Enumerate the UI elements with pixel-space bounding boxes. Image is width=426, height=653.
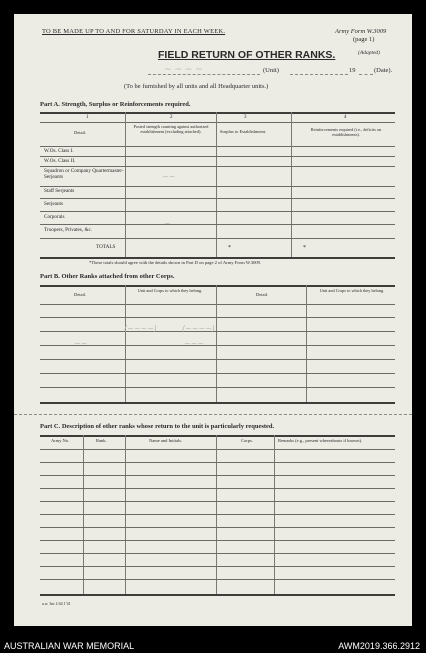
partA-row-staff-serjeants: Staff Serjeants	[44, 188, 75, 194]
year-prefix: 19	[349, 67, 356, 74]
partA-row-serjeants: Serjeants	[44, 201, 64, 207]
partA-row-wo2: W.Os. Class II.	[44, 158, 76, 164]
partA-header-rule	[40, 146, 395, 147]
partA-row-rule	[40, 166, 395, 167]
partB-header-detail-2: Detail.	[256, 292, 269, 297]
partA-top-rule	[40, 112, 395, 114]
partA-header-surplus: Surplus to Establishment.	[220, 129, 267, 134]
partA-row-cqms: Squadron or Company Quartermaster-Serjeants	[44, 168, 124, 180]
partC-row-rule	[40, 566, 395, 567]
col-number-2: 2	[170, 115, 173, 120]
partA-row-corporals: Corporals	[44, 214, 65, 220]
col-number-4: 4	[344, 115, 347, 120]
partA-row-troopers: Troopers, Privates, &c.	[44, 227, 93, 233]
partA-col-line-2	[216, 112, 217, 258]
col-number-3: 3	[244, 115, 247, 120]
partC-bottom-rule	[40, 594, 395, 596]
partA-bottom-rule	[40, 257, 395, 259]
partC-row-rule	[40, 462, 395, 463]
partA-heading: Part A. Strength, Surplus or Reinforcements required.	[40, 101, 191, 108]
printer-code: a.w. 3m 1/44 I '41	[42, 601, 71, 606]
date-line	[290, 74, 348, 75]
partC-header-rule	[40, 449, 395, 450]
form-title: FIELD RETURN OF OTHER RANKS.	[158, 49, 336, 61]
partA-header-posted: Posted strength counting against authorized establishment (excluding attached).	[133, 124, 209, 134]
partB-top-rule	[40, 285, 395, 287]
partB-row-rule	[40, 387, 395, 388]
partC-heading: Part C. Description of other ranks whose return to the unit is particularly requested.	[40, 423, 275, 430]
partC-header-rank: Rank.	[96, 438, 107, 443]
faint-handwriting: ~	[164, 219, 171, 228]
partC-row-rule	[40, 514, 395, 515]
partA-number-rule	[40, 122, 395, 123]
faint-handwriting: (~~~~)	[182, 324, 216, 333]
partB-heading: Part B. Other Ranks attached from other Corps.	[40, 273, 175, 280]
partC-col-line-1	[83, 435, 84, 595]
footer-accession-number: AWM2019.366.2912	[338, 641, 420, 651]
partA-row-rule	[40, 186, 395, 187]
partB-row-rule	[40, 317, 395, 318]
partB-header-unit-2: Unit and Corps to which they belong.	[319, 288, 385, 293]
partC-col-line-2	[125, 435, 126, 595]
faint-handwriting: ~~	[74, 339, 88, 348]
partC-header-remarks: Remarks (e.g., present whereabouts if known).	[278, 438, 363, 443]
partB-row-rule	[40, 345, 395, 346]
year-line	[359, 74, 373, 75]
partC-row-rule	[40, 475, 395, 476]
partC-col-line-3	[216, 435, 217, 595]
faint-handwriting: ~~	[162, 172, 176, 181]
partA-col-line-1	[125, 112, 126, 258]
partB-bottom-rule	[40, 402, 395, 404]
partA-row-rule	[40, 198, 395, 199]
partA-footnote: *These totals should agree with the details shown in Part D on page 2 of Army Form W.3009.	[89, 260, 262, 265]
partC-top-rule	[40, 435, 395, 437]
unit-label: (Unit)	[263, 67, 279, 74]
faint-handwriting: ~~~	[184, 339, 205, 348]
furnish-note: (To be furnished by all units and all Headquarter units.)	[124, 83, 269, 90]
partA-header-reinforcements: Reinforcements required (i.e., deficits on establishments).	[310, 127, 382, 137]
partC-row-rule	[40, 540, 395, 541]
partC-row-rule	[40, 488, 395, 489]
partB-col-line-2	[216, 285, 217, 403]
date-label: (Date).	[374, 67, 393, 74]
partB-row-rule	[40, 359, 395, 360]
page-number: (page 1)	[353, 36, 375, 43]
partB-header-detail-1: Detail.	[74, 292, 87, 297]
adapted-note: (Adapted)	[358, 50, 380, 56]
totals-star-surplus: *	[228, 245, 231, 251]
partB-col-line-1	[125, 285, 126, 403]
partC-row-rule	[40, 579, 395, 580]
partB-row-rule	[40, 331, 395, 332]
partA-row-wo1: W.Os. Class I.	[44, 148, 74, 154]
partA-row-rule	[40, 156, 395, 157]
form-sheet	[14, 14, 412, 626]
archive-footer	[0, 640, 426, 653]
partC-row-rule	[40, 527, 395, 528]
partC-header-army-no: Army No.	[51, 438, 70, 443]
partB-header-rule	[40, 304, 395, 305]
fold-line	[14, 414, 412, 415]
partC-col-line-4	[274, 435, 275, 595]
partB-header-unit-1: Unit and Corps to which they belong.	[137, 288, 203, 293]
partC-row-rule	[40, 501, 395, 502]
partB-col-line-3	[306, 285, 307, 403]
totals-star-reinforcements: *	[303, 245, 306, 251]
partC-header-corps: Corps.	[241, 438, 253, 443]
instruction-text: TO BE MADE UP TO AND FOR SATURDAY IN EACH WEEK.	[42, 28, 226, 35]
form-number: Army Form W.3009	[335, 28, 387, 35]
partB-row-rule	[40, 373, 395, 374]
faint-handwriting: ~ ~ ~ ~	[164, 65, 203, 75]
totals-label: TOTALS	[96, 244, 116, 250]
partC-header-name: Name and Initials.	[149, 438, 183, 443]
partA-row-rule	[40, 224, 395, 225]
footer-institution: AUSTRALIAN WAR MEMORIAL	[4, 641, 135, 651]
faint-handwriting: (~~~~)	[124, 324, 158, 333]
col-number-1: 1	[86, 115, 89, 120]
partA-row-rule	[40, 238, 395, 239]
partA-row-rule	[40, 211, 395, 212]
partA-header-detail: Detail.	[74, 130, 87, 135]
partC-row-rule	[40, 553, 395, 554]
partA-col-line-3	[291, 112, 292, 258]
